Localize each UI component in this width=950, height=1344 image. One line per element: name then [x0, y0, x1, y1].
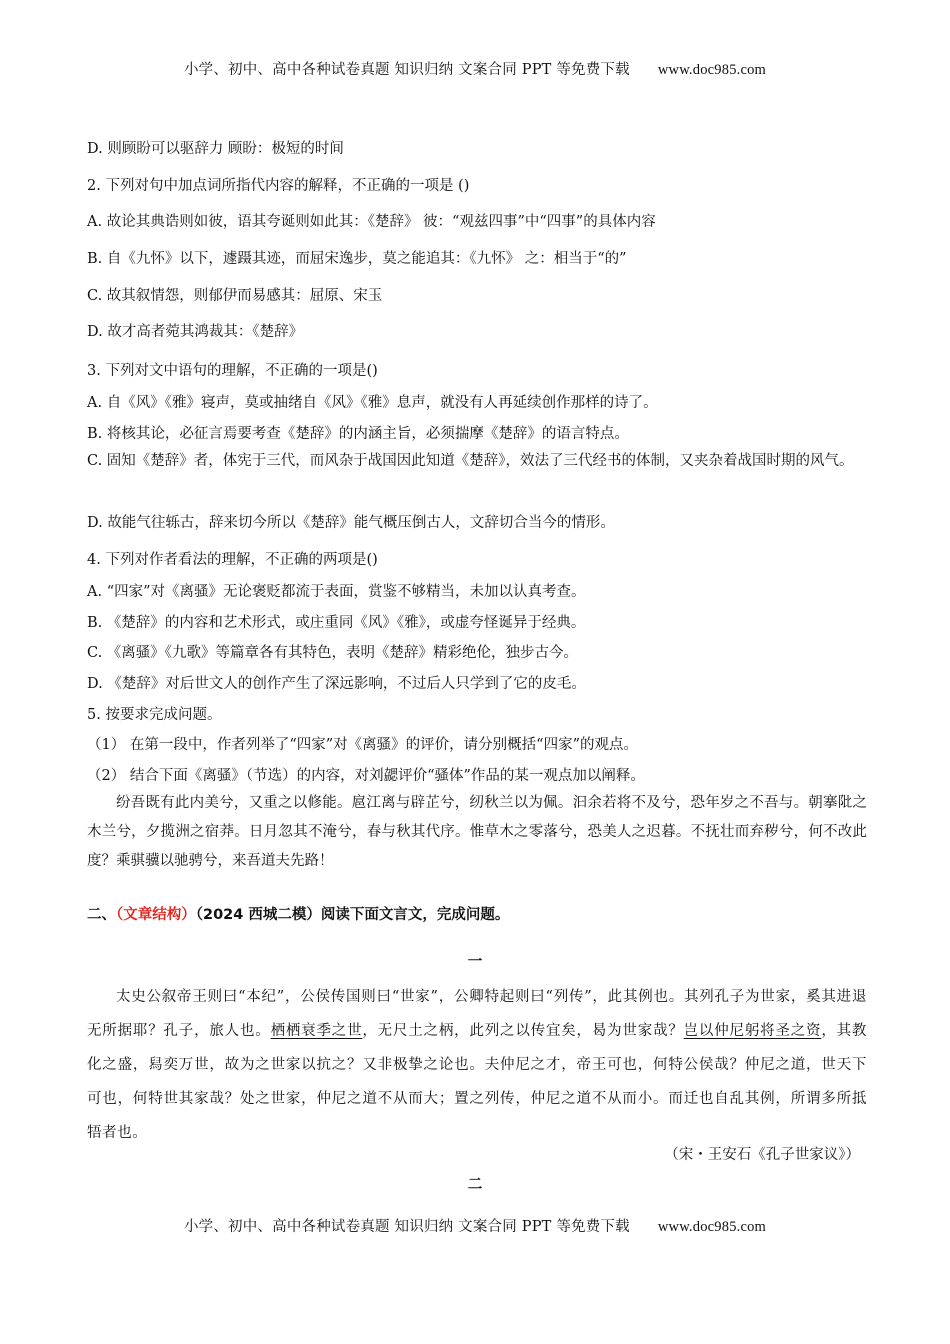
- header-text: 小学、初中、高中各种试卷真题 知识归纳 文案合同 PPT 等免费下载: [183, 62, 630, 78]
- header-url[interactable]: www.doc985.com: [657, 62, 767, 78]
- underline-2: 岂以仲尼躬将圣之资: [683, 1023, 822, 1039]
- section-2-tag: （文章结构）: [116, 907, 196, 923]
- q1-option-d: D. 则顾盼可以驱辞力 顾盼：极短的时间: [87, 141, 344, 157]
- q4-option-a: A. “四家”对《离骚》无论褒贬都流于表面，赏鉴不够精当，未加以认真考查。: [87, 584, 586, 600]
- q4-option-d: D. 《楚辞》对后世文人的创作产生了深远影响，不过后人只学到了它的皮毛。: [87, 676, 586, 692]
- page-footer: [0, 1215, 950, 1236]
- q2-option-c: C. 故其叙情怨，则郁伊而易感其：屈原、宋玉: [87, 288, 383, 304]
- underline-1: 栖栖衰季之世: [270, 1023, 363, 1039]
- q3-option-b: B. 将核其论，必征言焉要考查《楚辞》的内涵主旨，必须揣摩《楚辞》的语言特点。: [87, 426, 629, 442]
- q5-sub2: （2） 结合下面《离骚》（节选）的内容，对刘勰评价“骚体”作品的某一观点加以阐释。: [87, 768, 645, 784]
- passage-1-mark: 一: [467, 953, 483, 970]
- q4-stem: 4. 下列对作者看法的理解，不正确的两项是(): [87, 552, 378, 568]
- page-header: [0, 58, 950, 79]
- q5-stem: 5. 按要求完成问题。: [87, 707, 222, 723]
- passage-1-text: 太史公叙帝王则曰“本纪”，公侯传国则曰“世家”，公卿特起则曰“列传”，此其例也。其列孔子为世家，奚其进退无所据耶？孔子，旅人也。栖栖衰季之世，无尺土之柄，此列之以传宜矣，曷为世家哉？岂以仲尼躬将圣之资，其教化之盛，舄奕万世，故为之世家以抗之？又非极挚之论也。夫仲尼之才，帝王可也，何特公侯哉？仲尼之道，世天下可也，何特世其家哉？处之世家，仲尼之道不从而大；置之列传，仲尼之道不从而小。而迁也自乱其例，所谓多所抵牾者也。: [87, 989, 868, 1141]
- passage-1-source: （宋・王安石《孔子世家议》）: [664, 1147, 860, 1163]
- q3-option-a: A. 自《风》《雅》寝声，莫或抽绪自《风》《雅》息声，就没有人再延续创作那样的诗了。: [87, 395, 658, 411]
- q2-option-b: B. 自《九怀》以下，遽蹑其迹，而屈宋逸步，莫之能追其：《九怀》 之：相当于“的”: [87, 251, 627, 267]
- q2-option-a: A. 故论其典诰则如彼，语其夸诞则如此其：《楚辞》 彼：“观兹四事”中“四事”的具体内容: [87, 214, 656, 230]
- footer-text: 小学、初中、高中各种试卷真题 知识归纳 文案合同 PPT 等免费下载: [183, 1219, 630, 1235]
- q4-option-c: C. 《离骚》《九歌》等篇章各有其特色，表明《楚辞》精彩绝伦，独步古今。: [87, 645, 579, 661]
- q3-option-d: D. 故能气往轹古，辞来切今所以《楚辞》能气概压倒古人，文辞切合当今的情形。: [87, 515, 615, 531]
- passage-2-mark: 二: [467, 1176, 483, 1193]
- q4-option-b: B. 《楚辞》的内容和艺术形式，或庄重同《风》《雅》，或虚夸怪诞异于经典。: [87, 615, 586, 631]
- section-2-heading: 二、（文章结构）（2024 西城二模）阅读下面文言文，完成问题。: [87, 907, 510, 923]
- q3-stem: 3. 下列对文中语句的理解，不正确的一项是(): [87, 363, 378, 379]
- q5-poem: 纷吾既有此内美兮，又重之以修能。扈江离与辟芷兮，纫秋兰以为佩。汩余若将不及兮，恐年岁之不吾与。朝搴阰之木兰兮，夕揽洲之宿莽。日月忽其不淹兮，春与秋其代序。惟草木之零落兮，恐美人之迟暮。不抚壮而弃秽兮，何不改此度？乘骐骥以驰骋兮，来吾道夫先路！: [87, 795, 867, 869]
- q2-stem: 2. 下列对句中加点词所指代内容的解释，不正确的一项是 (): [87, 178, 470, 194]
- q2-option-d: D. 故才高者菀其鸿裁其：《楚辞》: [87, 324, 304, 340]
- footer-url[interactable]: www.doc985.com: [657, 1219, 767, 1235]
- q3-option-c: C. 固知《楚辞》者，体宪于三代，而风杂于战国因此知道《楚辞》，效法了三代经书的体制，又夹杂着战国时期的风气。: [87, 453, 854, 469]
- q5-sub1: （1） 在第一段中，作者列举了“四家”对《离骚》的评价，请分别概括“四家”的观点。: [87, 737, 638, 753]
